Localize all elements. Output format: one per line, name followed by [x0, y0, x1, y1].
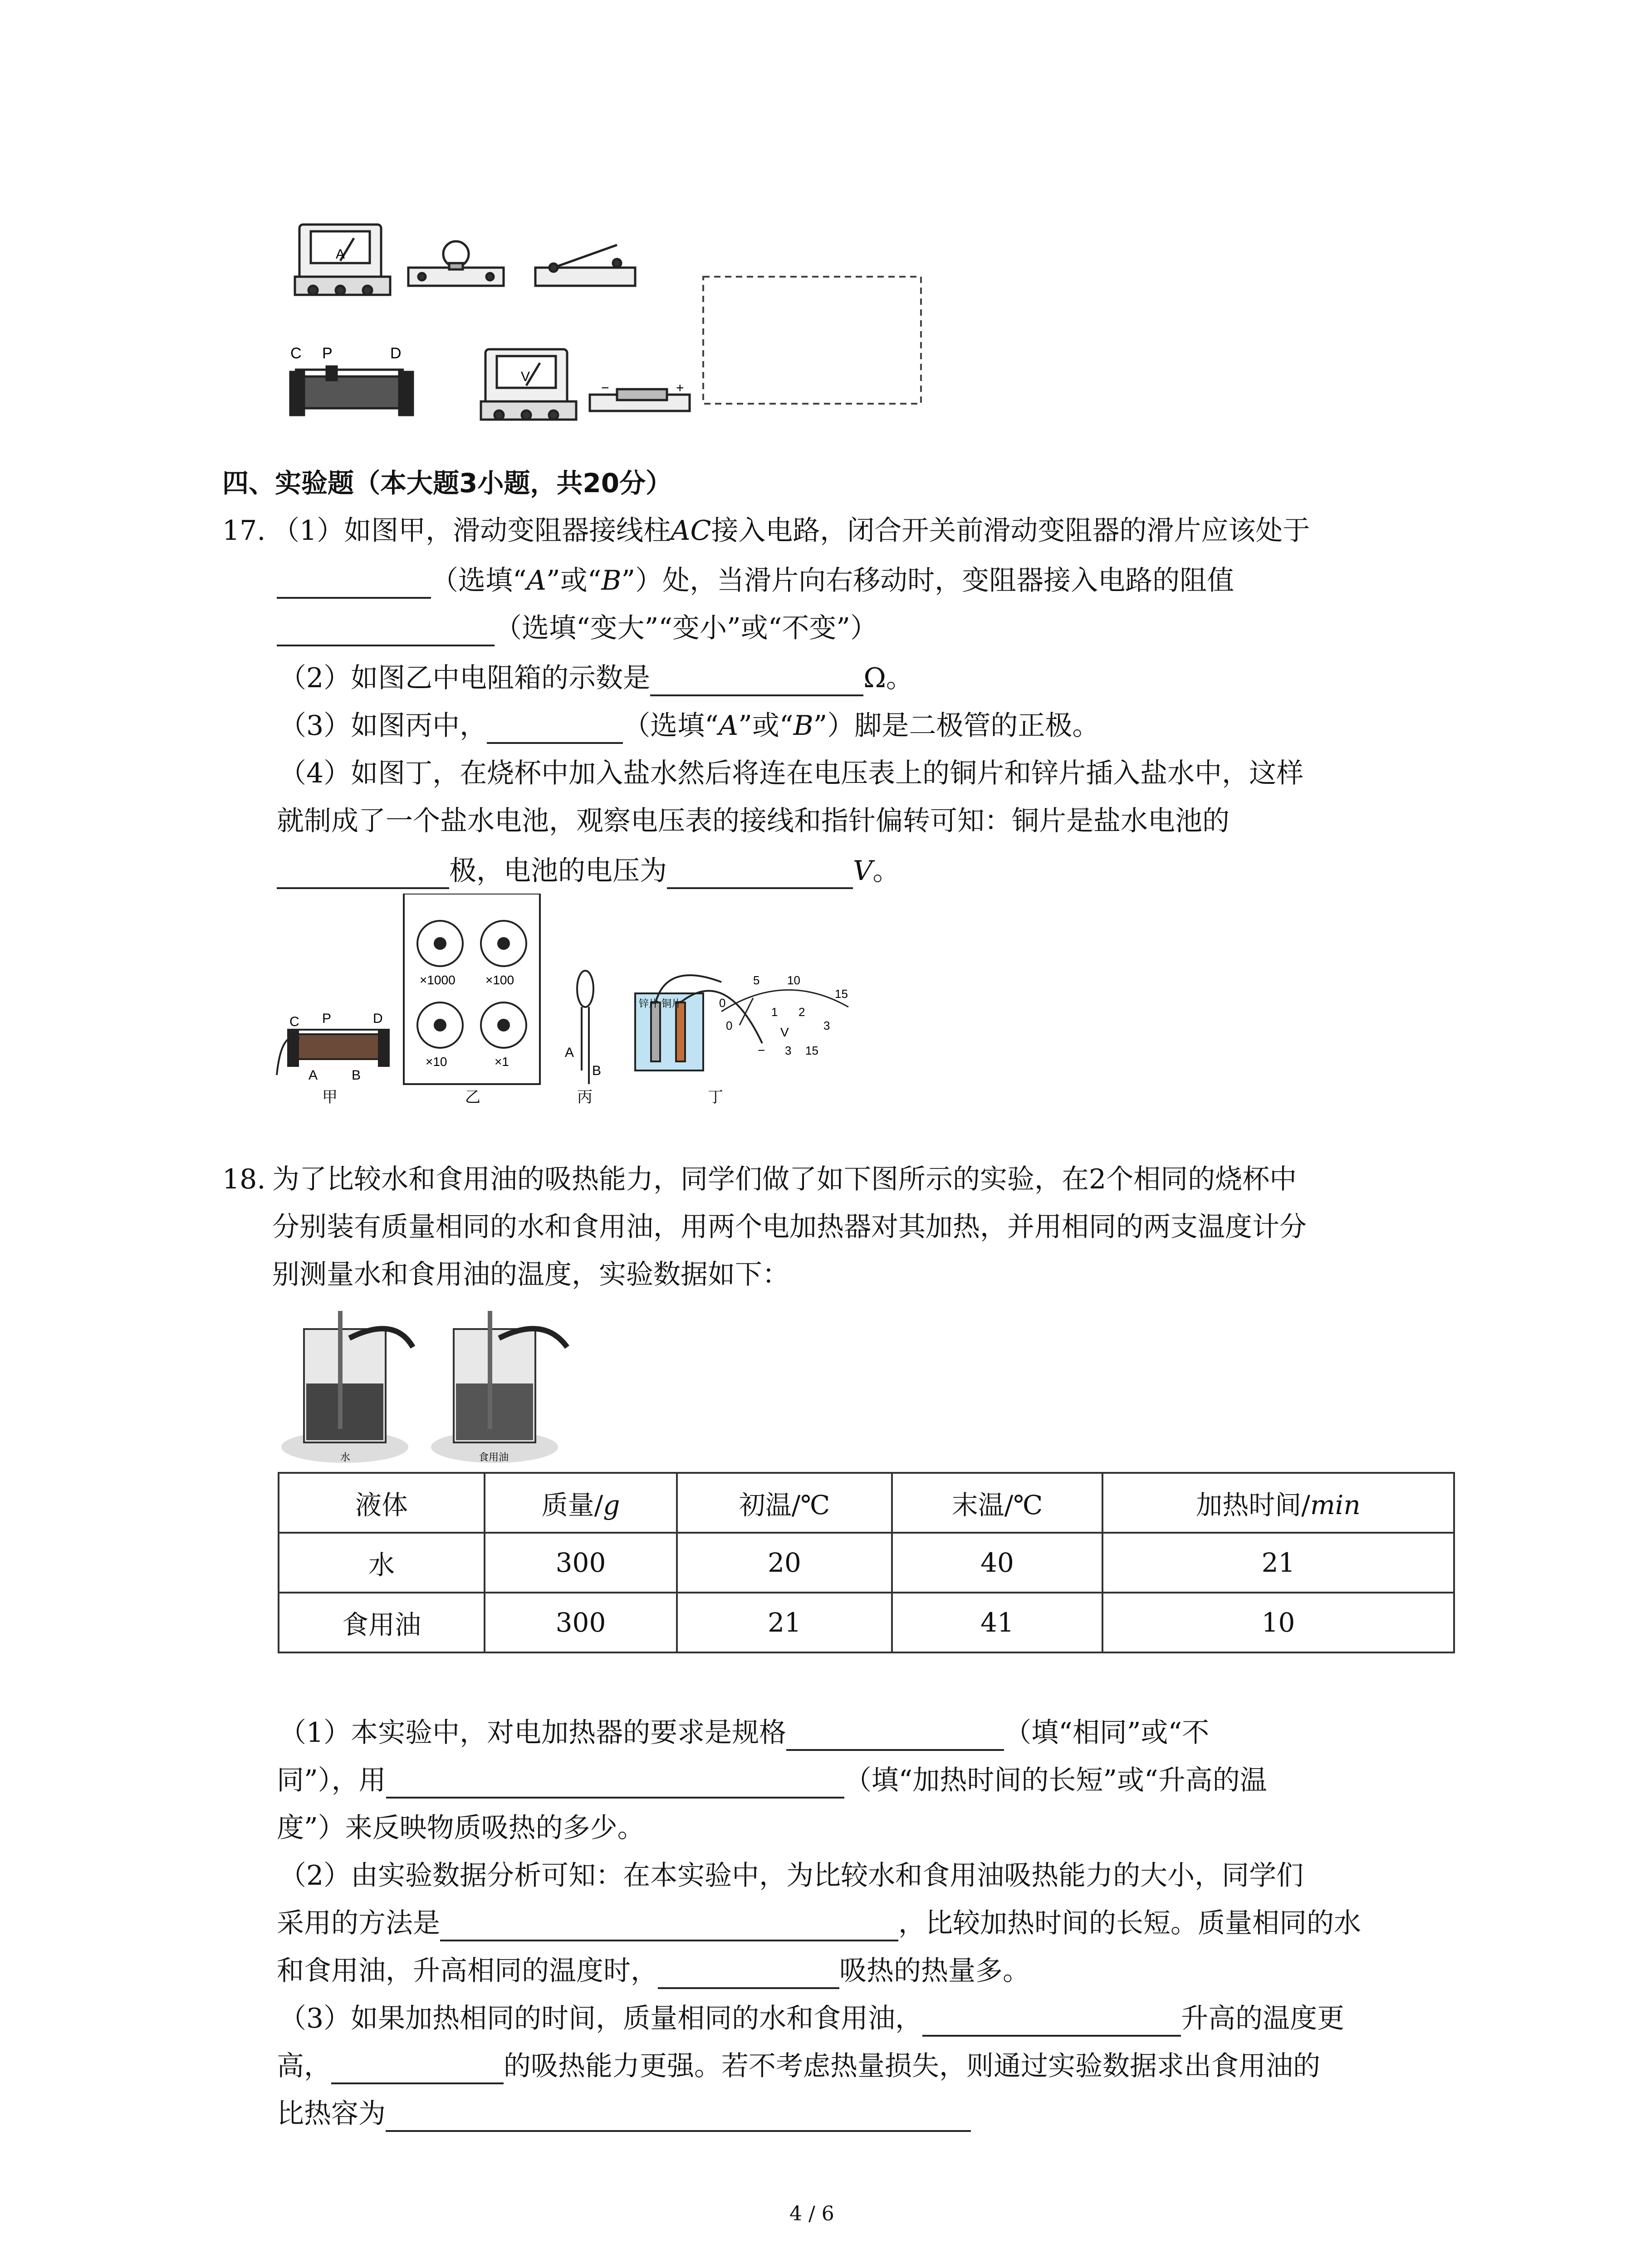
section-title: 四、实验题（本大题3小题，共20分） — [222, 468, 672, 499]
table-header-cell: 液体 — [279, 1473, 485, 1533]
voltmeter-letter: V — [521, 369, 530, 384]
q17-part3 — [279, 708, 1099, 744]
q17-blank-4[interactable] — [487, 712, 623, 744]
fig-bing-a: A — [565, 1045, 574, 1060]
q17-p1-text-b: 接入电路，闭合开关前滑动变阻器的滑片应该处于 — [711, 515, 1310, 547]
q18-blank-2[interactable] — [386, 1767, 844, 1799]
battery-plus: + — [676, 381, 684, 396]
q17-blank-6[interactable] — [667, 857, 853, 889]
water-beaker-label: 水 — [340, 1452, 351, 1463]
bulb-icon — [408, 241, 504, 286]
q17-p1-B: B — [601, 565, 622, 596]
q17-number: 17. — [222, 515, 266, 547]
table-cell: 41 — [892, 1593, 1102, 1652]
fig-ding-scale-s1: 1 — [771, 1005, 778, 1019]
q18-p2-text-d: 和食用油，升高相同的温度时， — [277, 1955, 658, 1987]
q18-part1-line2 — [277, 1762, 1267, 1799]
beakers-drawing — [277, 1311, 603, 1465]
q17-figures — [272, 894, 885, 1111]
fig-yi-resistance-box — [404, 894, 540, 1084]
rheostat-c-label: C — [290, 345, 302, 362]
circuit-components-figure — [272, 213, 975, 449]
table-row — [279, 1533, 1454, 1593]
q18-part2-line2 — [277, 1905, 1361, 1941]
q17-part4-line3 — [277, 853, 900, 889]
q18-blank-5[interactable] — [922, 2005, 1181, 2037]
q18-p3-text-e: 比热容为 — [277, 2098, 386, 2130]
q17-p2-unit: Ω。 — [863, 662, 913, 694]
table-cell: 水 — [279, 1533, 485, 1593]
q18-intro-line1: 为了比较水和食用油的吸热能力，同学们做了如下图所示的实验，在2个相同的烧杯中 — [272, 1163, 1297, 1195]
table-row — [279, 1593, 1454, 1652]
fig-jia-c: C — [289, 1014, 299, 1029]
table-header-cell: 末温/℃ — [892, 1473, 1102, 1533]
q17-p1-text-a: （1）如图甲，滑动变阻器接线柱 — [272, 515, 671, 547]
q18-blank-6[interactable] — [331, 2053, 504, 2084]
rheostat-p-label: P — [322, 345, 333, 362]
fig-jia-b: B — [352, 1068, 361, 1083]
q18-intro-line3: 别测量水和食用油的温度，实验数据如下： — [272, 1259, 789, 1290]
fig-jia-d: D — [373, 1011, 383, 1026]
q17-p4-text-c: 极，电池的电压为 — [449, 855, 667, 887]
table-cell: 21 — [1102, 1533, 1454, 1593]
q18-p2-text-c: ，比较加热时间的长短。质量相同的水 — [898, 1907, 1361, 1939]
q18-part1-line3: 度”）来反映物质吸热的多少。 — [277, 1812, 645, 1844]
q17-blank-1[interactable] — [277, 567, 431, 599]
q17-p3-text-a: （3）如图丙中， — [279, 710, 487, 742]
ammeter-letter: A — [336, 247, 345, 262]
fig-ding-term-3: 3 — [785, 1044, 792, 1057]
q17-figures-drawing — [272, 894, 885, 1111]
q18-data-table — [278, 1472, 1455, 1653]
fig-yi-x100: ×100 — [485, 973, 514, 987]
oil-beaker-icon — [431, 1311, 567, 1463]
q17-p1-text-e: （选填“变大”“变小”或“不变”） — [495, 612, 878, 644]
q17-p1-ac: AC — [671, 515, 711, 547]
q18-blank-4[interactable] — [658, 1957, 839, 1989]
q17-p1-text-c: （选填“ — [431, 565, 527, 596]
table-cell: 300 — [485, 1533, 677, 1593]
fig-jia-a: A — [309, 1068, 318, 1083]
fig-ding-term-minus: − — [758, 1043, 765, 1057]
fig-ding-scale-s2: 2 — [798, 1005, 805, 1019]
q17-p3-B: B — [793, 710, 813, 742]
q17-blank-3[interactable] — [650, 665, 863, 696]
q18-beakers-figure — [277, 1311, 603, 1465]
water-beaker-icon — [281, 1311, 413, 1463]
q18-p2-text-e: 吸热的热量多。 — [839, 1955, 1030, 1987]
fig-yi-x10: ×10 — [426, 1055, 447, 1069]
q18-p2-text-b: 采用的方法是 — [277, 1907, 440, 1939]
fig-yi-x1: ×1 — [495, 1055, 509, 1069]
q18-part2-line1: （2）由实验数据分析可知：在本实验中，为比较水和食用油吸热能力的大小，同学们 — [279, 1860, 1304, 1892]
dashed-drawing-box — [703, 277, 921, 404]
table-cell: 20 — [677, 1533, 892, 1593]
q17-p4-unit: V — [853, 855, 873, 887]
q17-blank-2[interactable] — [277, 615, 495, 646]
q18-p1-text-c: 同”），用 — [277, 1765, 386, 1796]
table-header-cell: 质量/g — [485, 1473, 677, 1533]
q17-part1-line2 — [277, 562, 1234, 599]
table-cell: 300 — [485, 1593, 677, 1652]
q18-part3-line1 — [279, 2000, 1344, 2037]
q17-part2 — [279, 660, 913, 696]
q17-p1-or: ”或“ — [546, 565, 602, 596]
rheostat-icon — [290, 367, 413, 415]
table-cell: 10 — [1102, 1593, 1454, 1652]
table-header-row — [279, 1473, 1454, 1533]
fig-bing-diode — [577, 971, 593, 1084]
q18-blank-7[interactable] — [386, 2100, 971, 2132]
q18-intro-line2: 分别装有质量相同的水和食用油，用两个电加热器对其加热，并用相同的两支温度计分 — [272, 1211, 1307, 1243]
page-number: 4 / 6 — [789, 2202, 834, 2225]
q17-p1-A: A — [526, 565, 547, 596]
q17-part1-line3 — [277, 610, 877, 646]
voltmeter-icon — [481, 349, 576, 420]
fig-ding-label: 丁 — [708, 1089, 723, 1106]
q17-part1-line1 — [272, 513, 1310, 549]
q18-part3-line2 — [277, 2048, 1320, 2084]
fig-ding-beaker — [635, 975, 762, 1070]
q17-p3-or: ”或“ — [738, 710, 794, 742]
fig-ding-plate-label: 锌片 铜片 — [639, 998, 682, 1009]
q18-p3-text-d: 的吸热能力更强。若不考虑热量损失，则通过实验数据求出食用油的 — [504, 2050, 1320, 2082]
table-header-cell: 加热时间/min — [1102, 1473, 1454, 1533]
components-drawing — [272, 213, 975, 449]
q18-part2-line3 — [277, 1953, 1030, 1989]
fig-ding-scale-0: 0 — [719, 996, 726, 1010]
q18-p1-text-b: （填“相同”或“不 — [1004, 1717, 1210, 1749]
table-cell: 食用油 — [279, 1593, 485, 1652]
table-cell: 40 — [892, 1533, 1102, 1593]
table-header-cell: 初温/℃ — [677, 1473, 892, 1533]
fig-ding-scale-15: 15 — [835, 987, 848, 1001]
q17-blank-5[interactable] — [277, 857, 449, 889]
q18-p3-text-a: （3）如果加热相同的时间，质量相同的水和食用油， — [279, 2003, 923, 2034]
fig-ding-scale-5: 5 — [753, 973, 760, 987]
fig-ding-scale-10: 10 — [787, 973, 800, 987]
fig-bing-label: 丙 — [577, 1089, 593, 1106]
fig-ding-meter-v: V — [780, 1025, 789, 1039]
q18-p3-text-c: 高， — [277, 2050, 331, 2082]
q17-p3-text-c: ”）脚是二极管的正极。 — [813, 710, 1100, 742]
q18-part1-line1 — [279, 1715, 1209, 1751]
oil-beaker-label: 食用油 — [479, 1452, 509, 1463]
q18-number: 18. — [222, 1163, 266, 1195]
q17-p2-text: （2）如图乙中电阻箱的示数是 — [279, 662, 651, 694]
rheostat-d-label: D — [390, 345, 402, 362]
fig-jia-label: 甲 — [322, 1089, 338, 1106]
q18-blank-3[interactable] — [440, 1910, 898, 1941]
q17-p1-text-d: ”）处，当滑片向右移动时，变阻器接入电路的阻值 — [621, 565, 1234, 596]
q18-p3-text-b: 升高的温度更 — [1181, 2003, 1345, 2034]
fig-jia-p: P — [322, 1011, 332, 1026]
q17-part4-line2: 就制成了一个盐水电池，观察电压表的接线和指针偏转可知：铜片是盐水电池的 — [277, 805, 1230, 837]
q17-p3-A: A — [718, 710, 739, 742]
q18-p1-text-a: （1）本实验中，对电加热器的要求是规格 — [279, 1717, 787, 1749]
q18-p1-text-d: （填“加热时间的长短”或“升高的温 — [844, 1765, 1267, 1796]
fig-yi-label: 乙 — [465, 1089, 480, 1106]
battery-minus: − — [601, 381, 609, 396]
fig-jia-rheostat — [277, 1030, 389, 1075]
q18-part3-line3 — [277, 2096, 971, 2132]
fig-yi-x1000: ×1000 — [420, 973, 456, 987]
fig-ding-scale-s3: 3 — [823, 1019, 830, 1032]
q17-p3-text-b: （选填“ — [623, 710, 719, 742]
switch-icon — [535, 245, 635, 286]
q18-blank-1[interactable] — [786, 1719, 1004, 1751]
table-cell: 21 — [677, 1593, 892, 1652]
fig-ding-scale-s0: 0 — [726, 1019, 733, 1032]
q17-p4-end: 。 — [872, 855, 900, 887]
q17-part4-line1: （4）如图丁，在烧杯中加入盐水然后将连在电压表上的铜片和锌片插入盐水中，这样 — [279, 758, 1304, 789]
fig-bing-b: B — [592, 1063, 602, 1078]
fig-ding-term-15: 15 — [805, 1044, 818, 1057]
